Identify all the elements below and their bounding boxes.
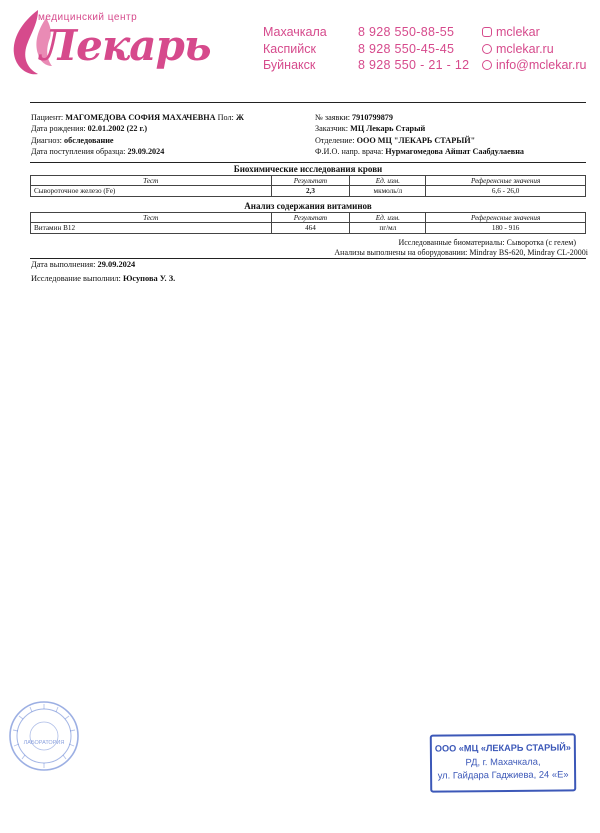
diagnosis-line: Диагноз: обследование	[31, 135, 114, 145]
stamp-line-2: РД, г. Махачкала,	[465, 755, 541, 768]
patient-name: МАГОМЕДОВА СОФИЯ МАХАЧЕВНА	[65, 113, 216, 122]
doctor-line: Ф.И.О. напр. врача: Нурмагомедова Айшат Саабдулаевна	[315, 146, 525, 156]
logo-name: Лекарь	[40, 21, 211, 70]
test-name: Витамин В12	[31, 223, 272, 234]
organization-stamp	[430, 733, 577, 792]
order-number-line: № заявки: 7910799879	[315, 113, 393, 122]
equipment-note: Анализы выполнены на оборудовании: Mindray BS-620, Mindray CL-2000i	[334, 248, 588, 257]
results-table-biochemistry	[30, 175, 586, 197]
diagnosis: обследование	[64, 135, 114, 145]
column-header-unit: Ед. изм.	[350, 213, 426, 223]
section-title-vitamins: Анализ содержания витаминов	[244, 201, 372, 211]
stamp-line-3: ул. Гайдара Гаджиева, 24 «Е»	[437, 768, 569, 781]
test-result: 2,3	[271, 186, 350, 197]
round-seal-icon	[8, 700, 80, 772]
globe-icon	[482, 44, 492, 54]
order-info	[315, 112, 590, 157]
patient-dob-line: Дата рождения: 02.01.2002 (22 г.)	[31, 124, 148, 134]
received-line: Дата поступления образца: 29.09.2024	[31, 146, 165, 156]
order-number: 7910799879	[352, 113, 393, 122]
column-header-reference: Референсные значения	[426, 176, 586, 186]
seal-text: ЛАБОРАТОРИЯ	[23, 740, 65, 746]
section-title-biochemistry: Биохимические исследования крови	[233, 164, 383, 174]
column-header-test: Тест	[31, 176, 272, 186]
column-header-result: Результат	[271, 213, 350, 223]
instagram-handle: mclekar	[496, 25, 540, 39]
test-reference: 6,6 - 26,0	[426, 186, 586, 197]
stamp-line-1: ООО «МЦ «ЛЕКАРЬ СТАРЫЙ»	[434, 742, 571, 754]
department: ООО МЦ "ЛЕКАРЬ СТАРЫЙ"	[356, 135, 476, 145]
phone: 8 928 550-45-45	[358, 41, 455, 56]
test-name: Сывороточное железо (Fe)	[31, 186, 272, 197]
done-date-line: Дата выполнения: 29.09.2024	[31, 260, 136, 269]
email: info@mclekar.ru	[496, 58, 587, 72]
table-header-row	[31, 176, 586, 186]
done-date: 29.09.2024	[97, 260, 136, 269]
logo-tagline: медицинский центр	[38, 12, 138, 23]
doctor: Нурмагомедова Айшат Саабдулаевна	[385, 146, 525, 156]
website: mclekar.ru	[496, 41, 554, 56]
patient-dob: 02.01.2002 (22 г.)	[87, 124, 148, 134]
patient-info	[31, 112, 311, 157]
received-date: 29.09.2024	[127, 146, 165, 156]
table-header-row	[31, 213, 586, 223]
city: Каспийск	[263, 41, 316, 56]
email-icon	[482, 60, 492, 70]
contact-phones	[358, 24, 469, 74]
test-result: 464	[271, 223, 350, 234]
performer: Юсупова У. З.	[122, 274, 176, 283]
column-header-test: Тест	[31, 213, 272, 223]
test-reference: 180 - 916	[426, 223, 586, 234]
patient-name-line: Пациент: МАГОМЕДОВА СОФИЯ МАХАЧЕВНА Пол: Ж	[31, 113, 244, 122]
instagram-icon	[482, 27, 492, 37]
section-divider	[30, 162, 586, 163]
letterhead	[0, 0, 600, 90]
column-header-reference: Референсные значения	[426, 213, 586, 223]
results-table-vitamins	[30, 212, 586, 234]
patient-sex: Ж	[235, 113, 244, 122]
customer: МЦ Лекарь Старый	[350, 124, 426, 134]
column-header-result: Результат	[271, 176, 350, 186]
column-header-unit: Ед. изм.	[350, 176, 426, 186]
test-unit: мкмоль/л	[350, 186, 426, 197]
contact-cities	[263, 24, 327, 74]
city: Махачкала	[263, 25, 327, 39]
table-row	[31, 186, 586, 197]
performer-line: Исследование выполнил: Юсупова У. З.	[31, 274, 176, 283]
city: Буйнакск	[263, 58, 316, 72]
phone: 8 928 550-88-55	[358, 25, 455, 39]
phone: 8 928 550 - 21 - 12	[358, 58, 470, 72]
test-unit: пг/мл	[350, 223, 426, 234]
biomaterial-note: Исследованные биоматериалы: Сыворотка (с гелем)	[398, 238, 576, 247]
customer-line: Заказчик: МЦ Лекарь Старый	[315, 124, 426, 134]
table-row	[31, 223, 586, 234]
department-line: Отделение: ООО МЦ "ЛЕКАРЬ СТАРЫЙ"	[315, 135, 476, 145]
header-divider	[30, 102, 586, 103]
contact-online	[482, 24, 587, 74]
